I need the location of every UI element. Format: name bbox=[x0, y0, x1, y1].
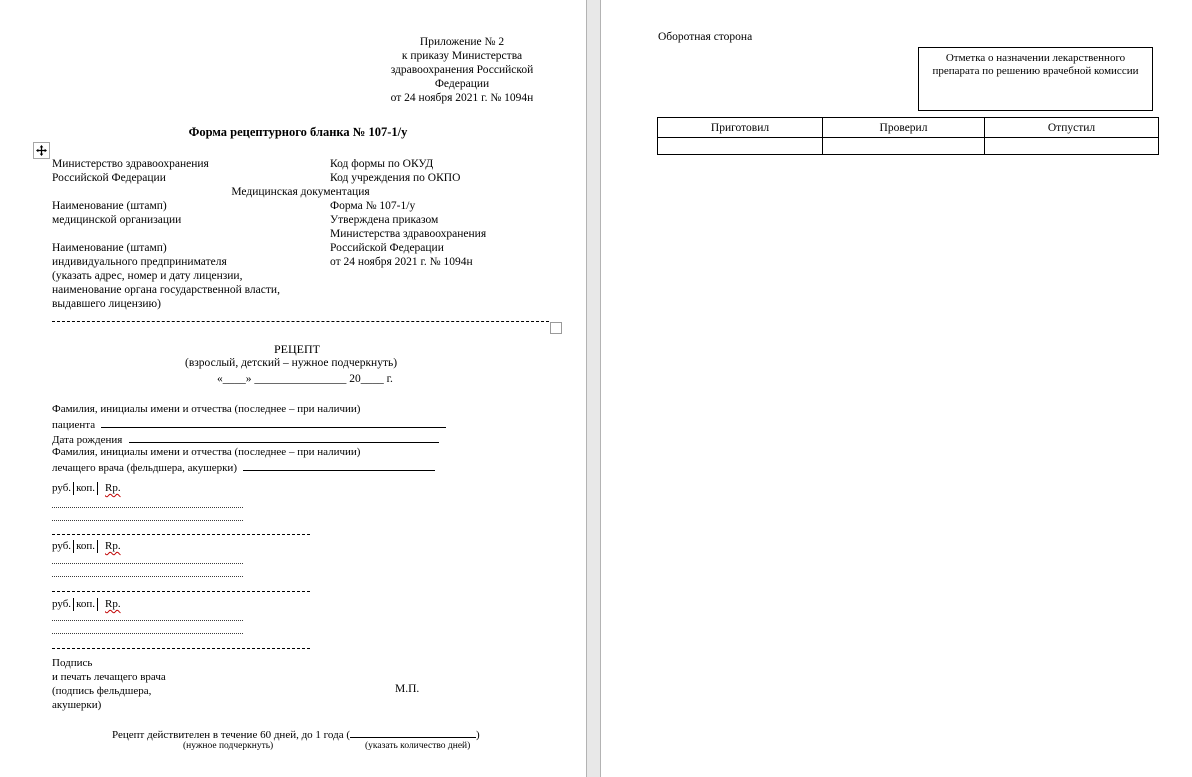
ip-stamp-block bbox=[52, 241, 280, 311]
patient-word: пациента bbox=[52, 419, 96, 431]
org-stamp-line: медицинской организации bbox=[52, 214, 182, 226]
rub-label: руб. bbox=[52, 482, 72, 494]
signature-line: Подпись bbox=[52, 657, 93, 669]
table-cell-empty bbox=[985, 138, 1159, 155]
signature-line: и печать лечащего врача bbox=[52, 671, 166, 683]
okud-line: Код учреждения по ОКПО bbox=[330, 172, 461, 184]
reverse-side-title: Оборотная сторона bbox=[658, 31, 753, 43]
doctor-word: лечащего врача (фельдшера, акушерки) bbox=[52, 462, 237, 474]
rp-separator bbox=[52, 591, 310, 592]
validity-days-blank bbox=[350, 726, 476, 738]
divider bbox=[73, 598, 74, 611]
kop-label: коп. bbox=[76, 540, 95, 552]
divider bbox=[73, 540, 74, 553]
divider bbox=[97, 598, 98, 611]
table-header-row bbox=[658, 118, 1159, 138]
rp-dotted-line bbox=[52, 576, 243, 577]
ip-stamp-line: индивидуального предпринимателя bbox=[52, 256, 227, 268]
rub-label: руб. bbox=[52, 598, 72, 610]
kop-label: коп. bbox=[76, 482, 95, 494]
med-doc-label: Медицинская документация bbox=[231, 186, 370, 198]
rp-separator bbox=[52, 534, 310, 535]
birth-date-label: Дата рождения bbox=[52, 434, 123, 446]
cut-line bbox=[52, 321, 549, 322]
rp-dotted-line bbox=[52, 520, 243, 521]
rp-dotted-line bbox=[52, 633, 243, 634]
doctor-name-blank bbox=[243, 459, 435, 471]
rp-header-2 bbox=[52, 539, 121, 553]
divider bbox=[97, 540, 98, 553]
recipe-date-line: «____» ________________ 20____ г. bbox=[217, 373, 393, 385]
appendix-line: здравоохранения Российской bbox=[390, 64, 534, 76]
ministry-line: Российской Федерации bbox=[52, 172, 166, 184]
table-row bbox=[658, 138, 1159, 155]
patient-fio-label: Фамилия, инициалы имени и отчества (последнее – при наличии) bbox=[52, 403, 361, 415]
validity-text: Рецепт действителен в течение 60 дней, до 1 года ( bbox=[112, 729, 350, 741]
commission-mark-box bbox=[918, 47, 1153, 111]
rx-label: Rp. bbox=[105, 540, 121, 552]
rp-separator bbox=[52, 648, 310, 649]
form-info-line: от 24 ноября 2021 г. № 1094н bbox=[330, 256, 473, 268]
table-move-handle-icon[interactable] bbox=[33, 142, 50, 159]
signature-line: акушерки) bbox=[52, 699, 102, 711]
appendix-line: от 24 ноября 2021 г. № 1094н bbox=[390, 92, 534, 104]
recipe-title: РЕЦЕПТ bbox=[274, 342, 320, 356]
ip-stamp-line: (указать адрес, номер и дату лицензии, bbox=[52, 270, 243, 282]
ip-stamp-line: Наименование (штамп) bbox=[52, 242, 167, 254]
table-resize-handle-icon[interactable] bbox=[550, 322, 562, 334]
org-stamp-block bbox=[52, 199, 181, 227]
birth-date-blank bbox=[129, 431, 439, 443]
form-info-line: Министерства здравоохранения bbox=[330, 228, 487, 240]
validity-paren: ) bbox=[476, 729, 480, 741]
appendix-header bbox=[352, 35, 572, 105]
col-header-prepared: Приготовил bbox=[658, 118, 823, 138]
rp-dotted-line bbox=[52, 620, 243, 621]
okud-block bbox=[330, 157, 460, 185]
org-stamp-line: Наименование (штамп) bbox=[52, 200, 167, 212]
rub-label: руб. bbox=[52, 540, 72, 552]
divider bbox=[73, 482, 74, 495]
page-1 bbox=[0, 0, 587, 777]
col-header-checked: Проверил bbox=[823, 118, 985, 138]
validity-underline-note: (нужное подчеркнуть) bbox=[183, 741, 274, 751]
rp-header-1 bbox=[52, 481, 121, 495]
signature-line: (подпись фельдшера, bbox=[52, 685, 152, 697]
form-info-line: Утверждена приказом bbox=[330, 214, 439, 226]
form-info-line: Форма № 107-1/у bbox=[330, 200, 416, 212]
rp-header-3 bbox=[52, 597, 121, 611]
stamp-place-abbr: М.П. bbox=[395, 683, 420, 695]
dispensing-table bbox=[657, 117, 1159, 155]
patient-name-blank bbox=[101, 416, 446, 428]
rx-label: Rp. bbox=[105, 482, 121, 494]
form-info-line: Российской Федерации bbox=[330, 242, 444, 254]
ip-stamp-line: выдавшего лицензию) bbox=[52, 298, 161, 310]
patient-name-row bbox=[52, 416, 446, 432]
four-way-arrow-icon bbox=[36, 145, 47, 156]
commission-mark-text: Отметка о назначении лекарственного препарата по решению врачебной комиссии bbox=[932, 52, 1139, 77]
ministry-line: Министерство здравоохранения bbox=[52, 158, 209, 170]
doctor-name-row bbox=[52, 459, 435, 475]
appendix-line: Федерации bbox=[434, 78, 490, 90]
recipe-subtitle: (взрослый, детский – нужное подчеркнуть) bbox=[185, 357, 398, 369]
form-info-block bbox=[330, 199, 486, 269]
appendix-line: Приложение № 2 bbox=[419, 36, 505, 48]
kop-label: коп. bbox=[76, 598, 95, 610]
doctor-fio-label: Фамилия, инициалы имени и отчества (последнее – при наличии) bbox=[52, 446, 361, 458]
page-2 bbox=[600, 0, 1192, 777]
col-header-dispensed: Отпустил bbox=[985, 118, 1159, 138]
signature-block bbox=[52, 656, 166, 712]
ip-stamp-line: наименование органа государственной власти, bbox=[52, 284, 280, 296]
divider bbox=[97, 482, 98, 495]
rp-dotted-line bbox=[52, 507, 243, 508]
rx-label: Rp. bbox=[105, 598, 121, 610]
table-cell-empty bbox=[658, 138, 823, 155]
appendix-line: к приказу Министерства bbox=[401, 50, 523, 62]
rp-dotted-line bbox=[52, 563, 243, 564]
form-title: Форма рецептурного бланка № 107-1/у bbox=[188, 125, 408, 139]
okud-line: Код формы по ОКУД bbox=[330, 158, 434, 170]
ministry-block bbox=[52, 157, 209, 185]
validity-days-note: (указать количество дней) bbox=[365, 741, 471, 751]
table-cell-empty bbox=[823, 138, 985, 155]
